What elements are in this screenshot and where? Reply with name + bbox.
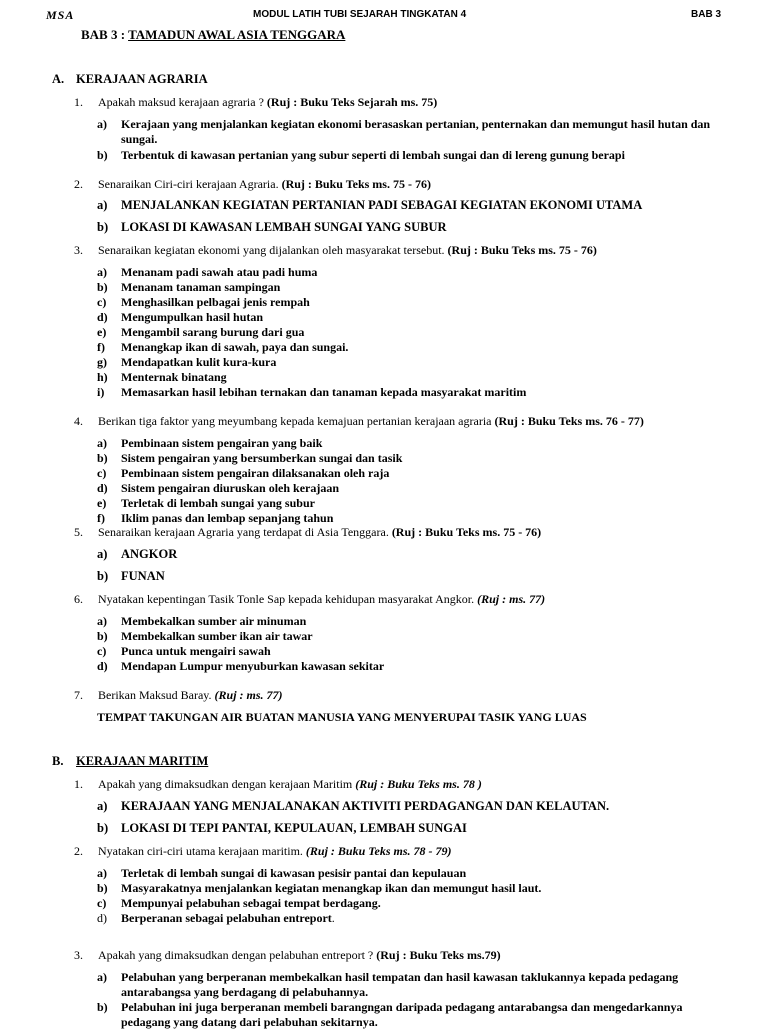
answer-text: Mendapatkan kulit kura-kura	[121, 355, 277, 369]
section-a-heading	[52, 72, 208, 87]
answer-label: b)	[97, 569, 109, 583]
question-reference: (Ruj : Buku Teks ms. 76 - 77)	[494, 414, 644, 428]
answer-item	[97, 265, 727, 280]
answers-a3	[97, 265, 727, 400]
module-title: MODUL LATIH TUBI SEJARAH TINGKATAN 4	[253, 9, 467, 20]
answer-item	[97, 481, 727, 496]
answer-item	[97, 659, 727, 674]
answer-text: Iklim panas dan lembap sepanjang tahun	[121, 511, 334, 525]
answer-item	[97, 896, 727, 911]
answer-text: FUNAN	[121, 569, 165, 583]
answer-text: Menternak binatang	[121, 370, 227, 384]
answer-label: f)	[97, 511, 105, 525]
answer-item	[97, 451, 727, 466]
answer-item	[97, 466, 727, 481]
answer-label: d)	[97, 911, 107, 925]
answer-label: i)	[97, 385, 105, 399]
question-reference: (Ruj : Buku Teks ms.79)	[376, 948, 501, 962]
answer-label: a)	[97, 117, 107, 131]
answer-text: Kerajaan yang menjalankan kegiatan ekonomi berasaskan pertanian, penternakan dan memungut hasil hutan dan sungai.	[121, 117, 711, 146]
answer-text: Menanam tanaman sampingan	[121, 280, 281, 294]
answer-text: Memasarkan hasil lebihan ternakan dan tanaman kepada masyarakat maritim	[121, 385, 527, 399]
question-number: 1.	[74, 777, 83, 791]
answers-b3	[97, 970, 727, 1030]
chapter-title	[81, 27, 345, 43]
question-number: 6.	[74, 592, 83, 606]
answer-item	[97, 117, 727, 147]
question-text: Senaraikan kerajaan Agraria yang terdapat di Asia Tenggara.	[98, 525, 392, 539]
answer-label: g)	[97, 355, 107, 369]
answer-label: c)	[97, 896, 107, 910]
question-reference: (Ruj : Buku Teks ms. 75 - 76)	[281, 177, 431, 191]
answer-item	[97, 436, 727, 451]
answer-text: Pembinaan sistem pengairan dilaksanakan oleh raja	[121, 466, 390, 480]
section-a-title: KERAJAAN AGRARIA	[76, 72, 208, 86]
answer-label: a)	[97, 547, 108, 561]
answer-label: b)	[97, 821, 109, 835]
answer-text: KERAJAAN YANG MENJALANAKAN AKTIVITI PERDAGANGAN DAN KELAUTAN.	[121, 799, 610, 813]
question-text: Nyatakan ciri-ciri utama kerajaan maritim.	[98, 844, 306, 858]
answer-item	[97, 911, 727, 926]
answer-text: Masyarakatnya menjalankan kegiatan menangkap ikan dan memungut hasil laut.	[121, 881, 542, 895]
answer-item	[97, 295, 727, 310]
answer-item	[97, 644, 727, 659]
question-a4	[74, 414, 734, 429]
chapter-tag: BAB 3	[691, 9, 722, 20]
answer-label: d)	[97, 659, 108, 673]
answer-label: f)	[97, 340, 105, 354]
answer-label: b)	[97, 629, 108, 643]
question-number: 1.	[74, 95, 83, 109]
answer-item	[97, 866, 727, 881]
question-a2	[74, 177, 734, 192]
question-a1	[74, 95, 734, 110]
question-reference: (Ruj : Buku Teks ms. 75 - 76)	[391, 525, 542, 539]
question-text: Nyatakan kepentingan Tasik Tonle Sap kepada kehidupan masyarakat Angkor.	[98, 592, 478, 606]
question-text: Senaraikan kegiatan ekonomi yang dijalankan oleh masyarakat tersebut.	[98, 243, 448, 257]
answer-item	[97, 310, 727, 325]
answer-item	[97, 355, 727, 370]
question-b2	[74, 844, 734, 859]
answer-text: Terbentuk di kawasan pertanian yang subur seperti di lembah sungai dan di lereng gunung berapi	[121, 148, 625, 162]
answer-text: Mengambil sarang burung dari gua	[121, 325, 305, 339]
answer-item	[97, 220, 727, 235]
answer-text: TEMPAT TAKUNGAN AIR BUATAN MANUSIA YANG MENYERUPAI TASIK YANG LUAS	[97, 710, 587, 724]
answer-text: ANGKOR	[121, 547, 178, 561]
answer-text: LOKASI DI KAWASAN LEMBAH SUNGAI YANG SUBUR	[121, 220, 447, 234]
question-number: 4.	[74, 414, 83, 428]
question-text: Apakah maksud kerajaan agraria ?	[98, 95, 267, 109]
answer-text: Pembinaan sistem pengairan yang baik	[121, 436, 323, 450]
answers-b1	[97, 799, 727, 836]
section-b-heading	[52, 754, 208, 769]
answer-text: Sistem pengairan yang bersumberkan sungai dan tasik	[121, 451, 403, 465]
answer-text: Pelabuhan ini juga berperanan membeli barangngan daripada pedagang antarabangsa dan mengedarkannya pedagang yang datang dari pelabuhan sekitarnya.	[121, 1000, 683, 1029]
answer-label: h)	[97, 370, 108, 384]
answer-item	[97, 1000, 727, 1030]
answer-item	[97, 547, 727, 562]
question-b1	[74, 777, 734, 792]
answer-suffix: .	[331, 911, 335, 925]
answer-label: b)	[97, 280, 108, 294]
question-a7	[74, 688, 734, 703]
question-reference: (Ruj : Buku Teks Sejarah ms. 75)	[266, 95, 438, 109]
answer-label: e)	[97, 325, 107, 339]
question-a3	[74, 243, 734, 258]
answer-a7	[97, 710, 727, 725]
answer-text: Mendapan Lumpur menyuburkan kawasan sekitar	[121, 659, 385, 673]
answer-text: Berperanan sebagai pelabuhan entreport	[121, 911, 332, 925]
section-a-letter: A.	[52, 72, 65, 86]
answer-label: b)	[97, 1000, 108, 1014]
answer-item	[97, 148, 727, 163]
question-number: 2.	[74, 844, 83, 858]
answer-label: a)	[97, 799, 108, 813]
answer-text: Punca untuk mengairi sawah	[121, 644, 271, 658]
answer-text: LOKASI DI TEPI PANTAI, KEPULAUAN, LEMBAH SUNGAI	[121, 821, 467, 835]
answer-item	[97, 496, 727, 511]
answers-a4	[97, 436, 727, 526]
answer-item	[97, 511, 727, 526]
answer-text: Menanam padi sawah atau padi huma	[121, 265, 318, 279]
answer-item	[97, 881, 727, 896]
question-text: Apakah yang dimaksudkan dengan kerajaan Maritim	[98, 777, 356, 791]
answer-label: c)	[97, 466, 107, 480]
answer-text: Terletak di lembah sungai yang subur	[121, 496, 315, 510]
answers-a6	[97, 614, 727, 674]
answer-label: b)	[97, 451, 108, 465]
answer-label: e)	[97, 496, 107, 510]
answer-item	[97, 198, 727, 213]
question-b3	[74, 948, 734, 963]
answer-text: Membekalkan sumber air minuman	[121, 614, 307, 628]
answer-item	[97, 280, 727, 295]
answer-item	[97, 370, 727, 385]
answer-text: Mengumpulkan hasil hutan	[121, 310, 264, 324]
answer-label: c)	[97, 644, 107, 658]
chapter-name: TAMADUN AWAL ASIA TENGGARA	[128, 27, 346, 42]
question-number: 3.	[74, 948, 83, 962]
chapter-prefix: BAB 3 :	[81, 27, 129, 42]
answer-item	[97, 970, 727, 1000]
answer-label: b)	[97, 148, 108, 162]
section-b-title: KERAJAAN MARITIM	[76, 754, 209, 768]
question-number: 2.	[74, 177, 83, 191]
answer-item	[97, 629, 727, 644]
answer-item	[97, 821, 727, 836]
answer-text: Terletak di lembah sungai di kawasan pesisir pantai dan kepulauan	[121, 866, 467, 880]
answer-item	[97, 799, 727, 814]
question-number: 5.	[74, 525, 83, 539]
question-reference: (Ruj : Buku Teks ms. 75 - 76)	[447, 243, 597, 257]
answer-label: a)	[97, 866, 107, 880]
answers-a5	[97, 547, 727, 584]
answer-text: Mempunyai pelabuhan sebagai tempat berdagang.	[121, 896, 381, 910]
answer-item	[97, 385, 727, 400]
answer-label: d)	[97, 310, 108, 324]
page-header	[0, 8, 768, 24]
question-reference: (Ruj : Buku Teks ms. 78 )	[355, 777, 482, 791]
answer-label: b)	[97, 220, 109, 234]
question-a6	[74, 592, 734, 607]
answer-text: MENJALANKAN KEGIATAN PERTANIAN PADI SEBAGAI KEGIATAN EKONOMI UTAMA	[121, 198, 643, 212]
answer-text: Menghasilkan pelbagai jenis rempah	[121, 295, 310, 309]
answer-item	[97, 614, 727, 629]
answer-label: a)	[97, 436, 107, 450]
answer-item	[97, 569, 727, 584]
question-number: 7.	[74, 688, 83, 702]
answer-item	[97, 325, 727, 340]
section-b-letter: B.	[52, 754, 64, 768]
question-text: Apakah yang dimaksudkan dengan pelabuhan entreport ?	[98, 948, 377, 962]
question-text: Berikan tiga faktor yang meyumbang kepada kemajuan pertanian kerajaan agraria	[98, 414, 495, 428]
question-reference: (Ruj : ms. 77)	[477, 592, 546, 606]
question-reference: (Ruj : ms. 77)	[214, 688, 283, 702]
question-text: Senaraikan Ciri-ciri kerajaan Agraria.	[98, 177, 282, 191]
question-text: Berikan Maksud Baray.	[98, 688, 215, 702]
answer-text: Pelabuhan yang berperanan membekalkan hasil tempatan dan hasil kawasan taklukannya kepada pedagang antarabangsa yang berdagang di pelabuhannya.	[121, 970, 679, 999]
answer-label: a)	[97, 614, 107, 628]
answers-a2	[97, 198, 727, 235]
answer-text: Menangkap ikan di sawah, paya dan sungai.	[121, 340, 349, 354]
answer-label: a)	[97, 198, 108, 212]
answer-label: b)	[97, 881, 108, 895]
answers-b2	[97, 866, 727, 926]
logo: MSA	[46, 8, 75, 22]
answer-label: a)	[97, 265, 107, 279]
answers-a1	[97, 117, 727, 163]
answer-text: Sistem pengairan diuruskan oleh kerajaan	[121, 481, 340, 495]
question-a5	[74, 525, 734, 540]
answer-label: a)	[97, 970, 107, 984]
answer-item	[97, 340, 727, 355]
question-number: 3.	[74, 243, 83, 257]
answer-label: d)	[97, 481, 108, 495]
question-reference: (Ruj : Buku Teks ms. 78 - 79)	[305, 844, 452, 858]
answer-label: c)	[97, 295, 107, 309]
answer-text: Membekalkan sumber ikan air tawar	[121, 629, 313, 643]
